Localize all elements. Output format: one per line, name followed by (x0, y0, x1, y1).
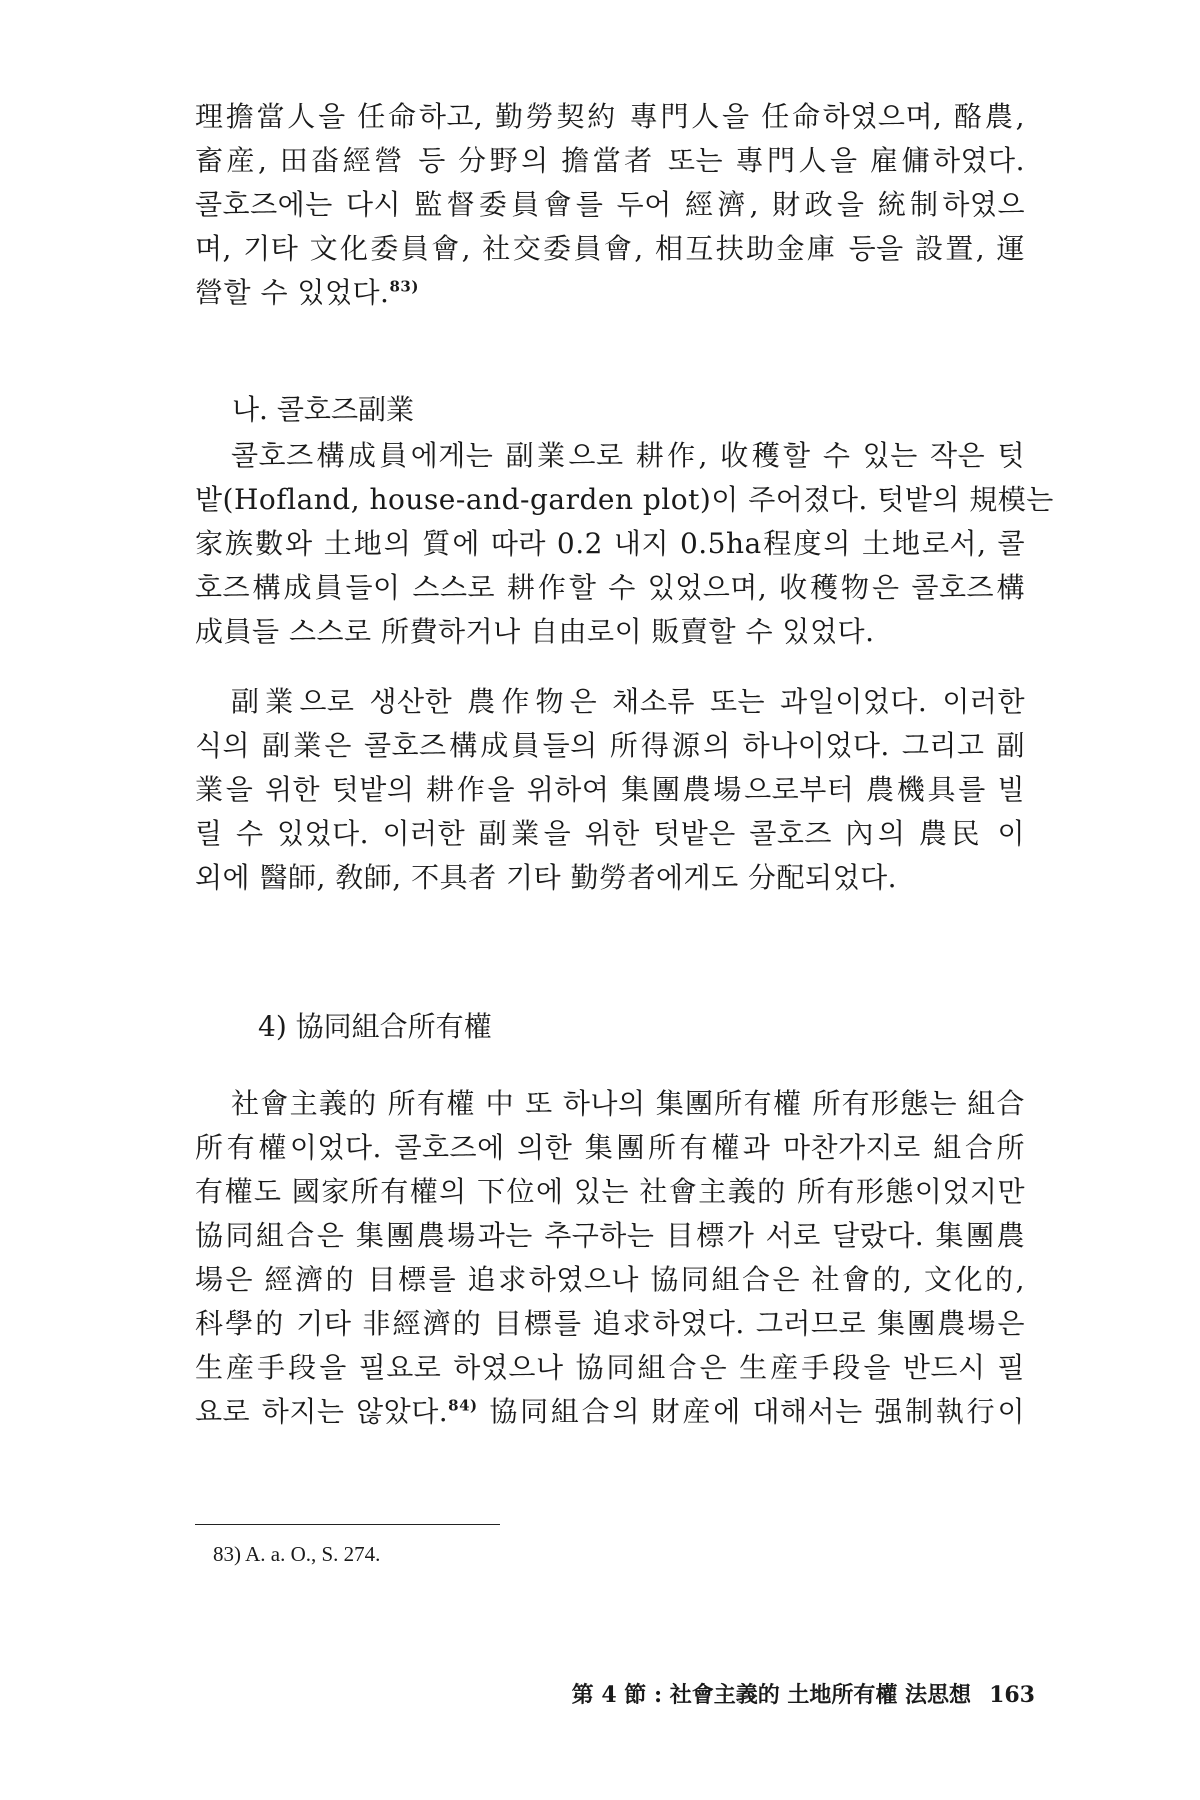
footnote-ref-84: 84) (448, 1396, 478, 1415)
text-span: 協同組合의 財産에 대해서는 强制執行이 (477, 1395, 1025, 1428)
text-span: 營할 수 있었다. (195, 276, 390, 309)
text-line: 成員들 스스로 所費하거나 自由로이 販賣할 수 있었다. (195, 615, 875, 648)
running-footer-title: 第 4 節 : 社會主義的 土地所有權 法思想 (571, 1682, 972, 1708)
section-heading: 4) 協同組合所有權 (258, 1010, 492, 1043)
text-line: 호즈構成員들이 스스로 耕作할 수 있었으며, 收穫物은 콜호즈構 (195, 571, 1025, 604)
text-line: 며, 기타 文化委員會, 社交委員會, 相互扶助金庫 등을 設置, 運 (195, 232, 1025, 265)
footnote-divider (195, 1524, 500, 1525)
text-line: 科學的 기타 非經濟的 目標를 追求하였다. 그러므로 集團農場은 (195, 1307, 1025, 1340)
text-line: 畜産, 田畓經營 등 分野의 擔當者 또는 專門人을 雇傭하였다. (195, 144, 1025, 177)
text-line: 콜호즈에는 다시 監督委員會를 두어 經濟, 財政을 統制하였으 (195, 188, 1025, 221)
text-line: 副業으로 생산한 農作物은 채소류 또는 과일이었다. 이러한 (231, 685, 1025, 718)
text-span: 요로 하지는 않았다. (195, 1395, 449, 1428)
text-line: 릴 수 있었다. 이러한 副業을 위한 텃밭은 콜호즈 內의 農民 이 (195, 817, 1025, 850)
subsection-heading: 나. 콜호즈副業 (232, 393, 414, 426)
footnote-ref-83: 83) (389, 277, 419, 296)
footnote-83: 83) A. a. O., S. 274. (213, 1542, 381, 1566)
running-footer (572, 1680, 1035, 1710)
text-line: 場은 經濟的 目標를 追求하였으나 協同組合은 社會的, 文化的, (195, 1263, 1025, 1296)
text-line: 協同組合은 集團農場과는 추구하는 目標가 서로 달랐다. 集團農 (195, 1219, 1025, 1252)
text-line: 理擔當人을 任命하고, 勤勞契約 專門人을 任命하였으며, 酪農, (195, 100, 1025, 133)
text-line: 生産手段을 필요로 하였으나 協同組合은 生産手段을 반드시 필 (195, 1351, 1025, 1384)
text-line (195, 271, 1025, 315)
paragraph (195, 680, 1025, 900)
text-line: 所有權이었다. 콜호즈에 의한 集團所有權과 마찬가지로 組合所 (195, 1131, 1025, 1164)
paragraph (195, 1082, 1025, 1434)
text-line: 식의 副業은 콜호즈構成員들의 所得源의 하나이었다. 그리고 副 (195, 729, 1025, 762)
paragraph (195, 434, 1054, 654)
text-line: 業을 위한 텃밭의 耕作을 위하여 集團農場으로부터 農機具를 빌 (195, 773, 1025, 806)
text-line: 家族數와 土地의 質에 따라 0.2 내지 0.5ha程度의 土地로서, 콜 (195, 527, 1025, 560)
paragraph-continuation (195, 95, 1025, 315)
text-line: 콜호즈構成員에게는 副業으로 耕作, 收穫할 수 있는 작은 텃 (231, 439, 1025, 472)
text-line (195, 1390, 1025, 1434)
text-line: 외에 醫師, 敎師, 不具者 기타 勤勞者에게도 分配되었다. (195, 861, 898, 894)
text-line: 有權도 國家所有權의 下位에 있는 社會主義的 所有形態이었지만 (195, 1175, 1025, 1208)
text-line: 社會主義的 所有權 中 또 하나의 集團所有權 所有形態는 組合 (231, 1087, 1025, 1120)
text-line: 밭(Hofland, house-and-garden plot)이 주어졌다. 텃밭의 規模는 (195, 483, 1054, 516)
page-number: 163 (989, 1682, 1035, 1708)
